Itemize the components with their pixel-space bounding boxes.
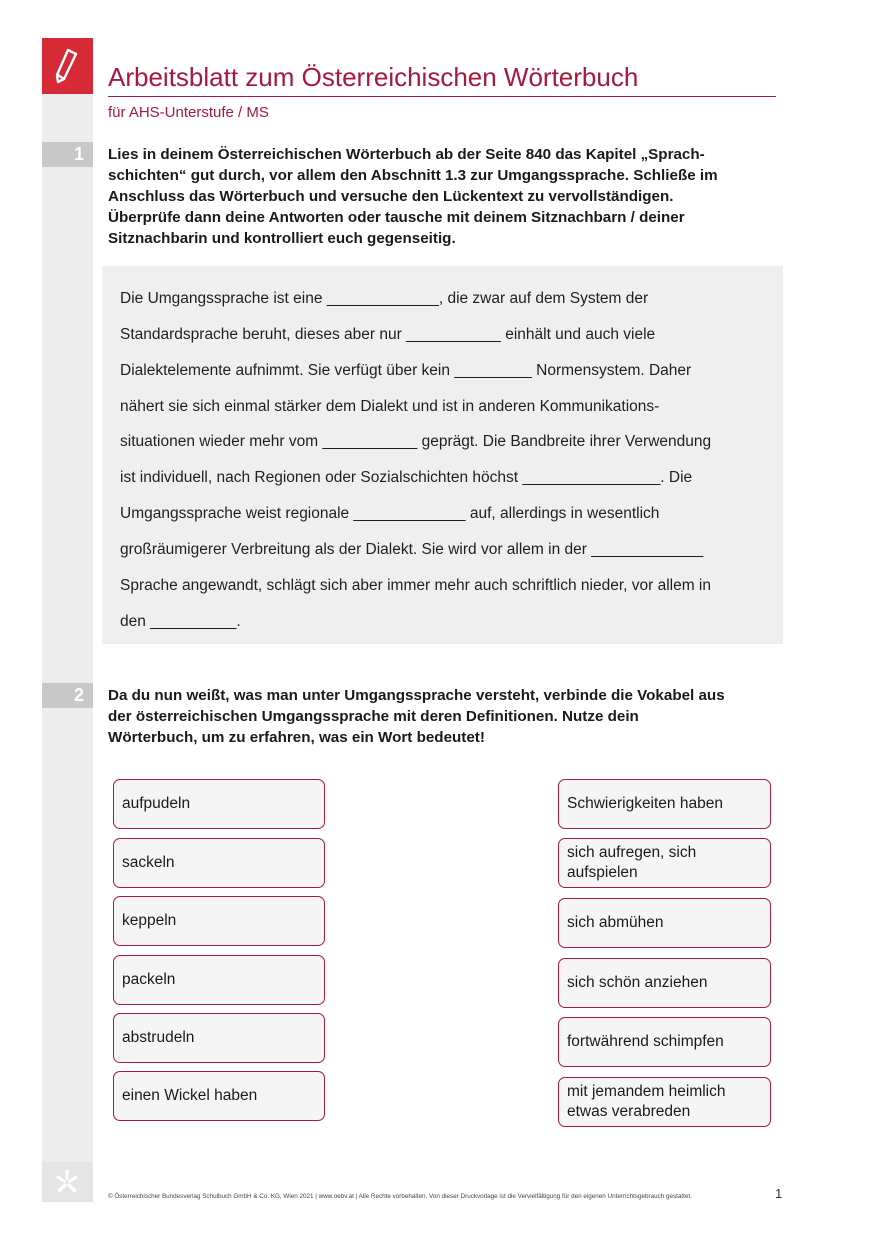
cloze-text-box — [102, 266, 783, 644]
page-title: Arbeitsblatt zum Österreichischen Wörterbuch — [108, 62, 776, 97]
task-2-line: Wörterbuch, um zu erfahren, was ein Wort bedeutet! — [108, 729, 485, 746]
task-2-line: Da du nun weißt, was man unter Umgangssprache versteht, verbinde die Vokabel aus — [108, 687, 725, 704]
task-1-number: 1 — [73, 144, 84, 164]
cloze-line: den __________. — [120, 613, 241, 630]
word-card-sackeln[interactable]: sackeln — [113, 838, 325, 888]
oebv-star-icon — [54, 1169, 80, 1195]
page-subtitle: für AHS-Unterstufe / MS — [108, 104, 269, 121]
task-1-line: Überprüfe dann deine Antworten oder tausche mit deinem Sitznachbarn / deiner — [108, 209, 685, 226]
task-1-line: schichten“ gut durch, vor allem den Abschnitt 1.3 zur Umgangssprache. Schließe im — [108, 167, 718, 184]
cloze-line: Dialektelemente aufnimmt. Sie verfügt über kein _________ Normensystem. Daher — [120, 362, 692, 379]
cloze-line: Umgangssprache weist regionale _____________ auf, allerdings in wesentlich — [120, 505, 660, 522]
task-1-line: Anschluss das Wörterbuch und versuche den Lückentext zu vervollständigen. — [108, 188, 674, 205]
definition-card[interactable]: fortwährend schimpfen — [558, 1017, 771, 1067]
definition-card[interactable]: sich aufregen, sich aufspielen — [558, 838, 771, 888]
word-card-keppeln[interactable]: keppeln — [113, 896, 325, 946]
task-1-instructions — [108, 144, 768, 249]
side-strip — [42, 38, 93, 1202]
cloze-line: großräumigerer Verbreitung als der Dialekt. Sie wird vor allem in der _____________ — [120, 541, 704, 558]
task-2-line: der österreichischen Umgangssprache mit deren Definitionen. Nutze dein — [108, 708, 639, 725]
definition-card[interactable]: sich abmühen — [558, 898, 771, 948]
cloze-line: Sprache angewandt, schlägt sich aber immer mehr auch schriftlich nieder, vor allem in — [120, 577, 711, 594]
logo-box — [42, 38, 93, 94]
cloze-line: situationen wieder mehr vom ___________ geprägt. Die Bandbreite ihrer Verwendung — [120, 433, 712, 450]
cloze-line: nähert sie sich einmal stärker dem Dialekt und ist in anderen Kommunikations- — [120, 398, 660, 415]
footer-logo — [42, 1162, 93, 1202]
task-2-number: 2 — [73, 685, 84, 705]
word-card-packeln[interactable]: packeln — [113, 955, 325, 1005]
word-card-einen-wickel-haben[interactable]: einen Wickel haben — [113, 1071, 325, 1121]
copyright-notice: © Österreichischer Bundesverlag Schulbuch GmbH & Co. KG, Wien 2021 | www.oebv.at | Alle Rechte vorbehalten. Von dieser Druckvorlage ist die Vervielfältigung für den eigenen Unterrichtsgebrauch gestattet. — [108, 1193, 692, 1200]
word-card-abstrudeln[interactable]: abstrudeln — [113, 1013, 325, 1063]
task-2-instructions — [108, 685, 768, 748]
pencil-icon — [52, 46, 82, 86]
task-2-number-bar — [42, 683, 93, 708]
definition-card[interactable]: sich schön anziehen — [558, 958, 771, 1008]
task-1-line: Sitznachbarin und kontrolliert euch gegenseitig. — [108, 230, 456, 247]
cloze-line: Standardsprache beruht, dieses aber nur ___________ einhält und auch viele — [120, 326, 656, 343]
definition-card[interactable]: mit jemandem heimlich etwas verabreden — [558, 1077, 771, 1127]
page-number: 1 — [775, 1186, 783, 1201]
task-1-number-bar — [42, 142, 93, 167]
task-1-line: Lies in deinem Österreichischen Wörterbuch ab der Seite 840 das Kapitel „Sprach- — [108, 146, 705, 163]
cloze-line: ist individuell, nach Regionen oder Sozialschichten höchst ________________. Die — [120, 469, 693, 486]
definition-card[interactable]: Schwierigkeiten haben — [558, 779, 771, 829]
cloze-line: Die Umgangssprache ist eine _____________, die zwar auf dem System der — [120, 290, 649, 307]
word-card-aufpudeln[interactable]: aufpudeln — [113, 779, 325, 829]
